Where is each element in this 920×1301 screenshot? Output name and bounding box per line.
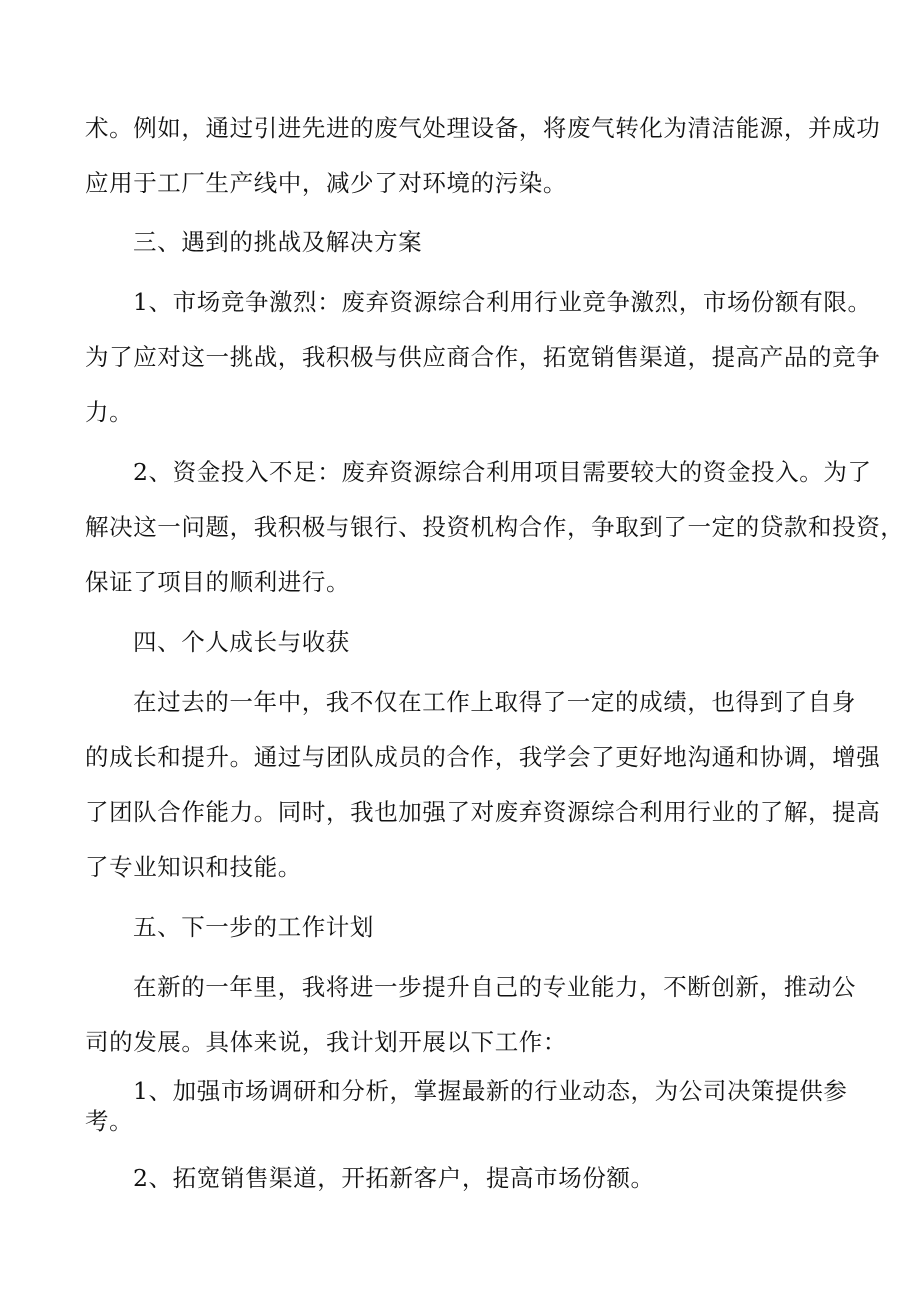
paragraph-line: 1、市场竞争激烈：废弃资源综合利用行业竞争激烈，市场份额有限。 <box>133 288 872 316</box>
paragraph-line: 的成长和提升。通过与团队成员的合作，我学会了更好地沟通和协调，增强 <box>85 743 881 771</box>
list-item: 1、加强市场调研和分析，掌握最新的行业动态，为公司决策提供参 <box>133 1077 848 1105</box>
list-item: 2、拓宽销售渠道，开拓新客户，提高市场份额。 <box>133 1164 655 1192</box>
paragraph-line: 保证了项目的顺利进行。 <box>85 568 351 596</box>
paragraph-line: 为了应对这一挑战，我积极与供应商合作，拓宽销售渠道，提高产品的竞争 <box>85 343 881 371</box>
paragraph-line: 术。例如，通过引进先进的废气处理设备，将废气转化为清洁能源，并成功 <box>85 114 881 142</box>
paragraph-line: 应用于工厂生产线中，减少了对环境的污染。 <box>85 169 567 197</box>
section-heading-3: 三、遇到的挑战及解决方案 <box>133 228 423 256</box>
paragraph-line: 解决这一问题，我积极与银行、投资机构合作，争取到了一定的贷款和投资， <box>85 513 905 541</box>
paragraph-line: 力。 <box>85 398 134 426</box>
paragraph-line: 2、资金投入不足：废弃资源综合利用项目需要较大的资金投入。为了 <box>133 458 872 486</box>
paragraph-line: 司的发展。具体来说，我计划开展以下工作： <box>85 1028 567 1056</box>
paragraph-line: 在新的一年里，我将进一步提升自己的专业能力，不断创新，推动公 <box>133 973 856 1001</box>
paragraph-line: 在过去的一年中，我不仅在工作上取得了一定的成绩，也得到了自身 <box>133 688 856 716</box>
list-item-continuation: 考。 <box>85 1107 134 1135</box>
paragraph-line: 了专业知识和技能。 <box>85 853 302 881</box>
section-heading-4: 四、个人成长与收获 <box>133 628 350 656</box>
paragraph-line: 了团队合作能力。同时，我也加强了对废弃资源综合利用行业的了解，提高 <box>85 798 881 826</box>
section-heading-5: 五、下一步的工作计划 <box>133 913 374 941</box>
